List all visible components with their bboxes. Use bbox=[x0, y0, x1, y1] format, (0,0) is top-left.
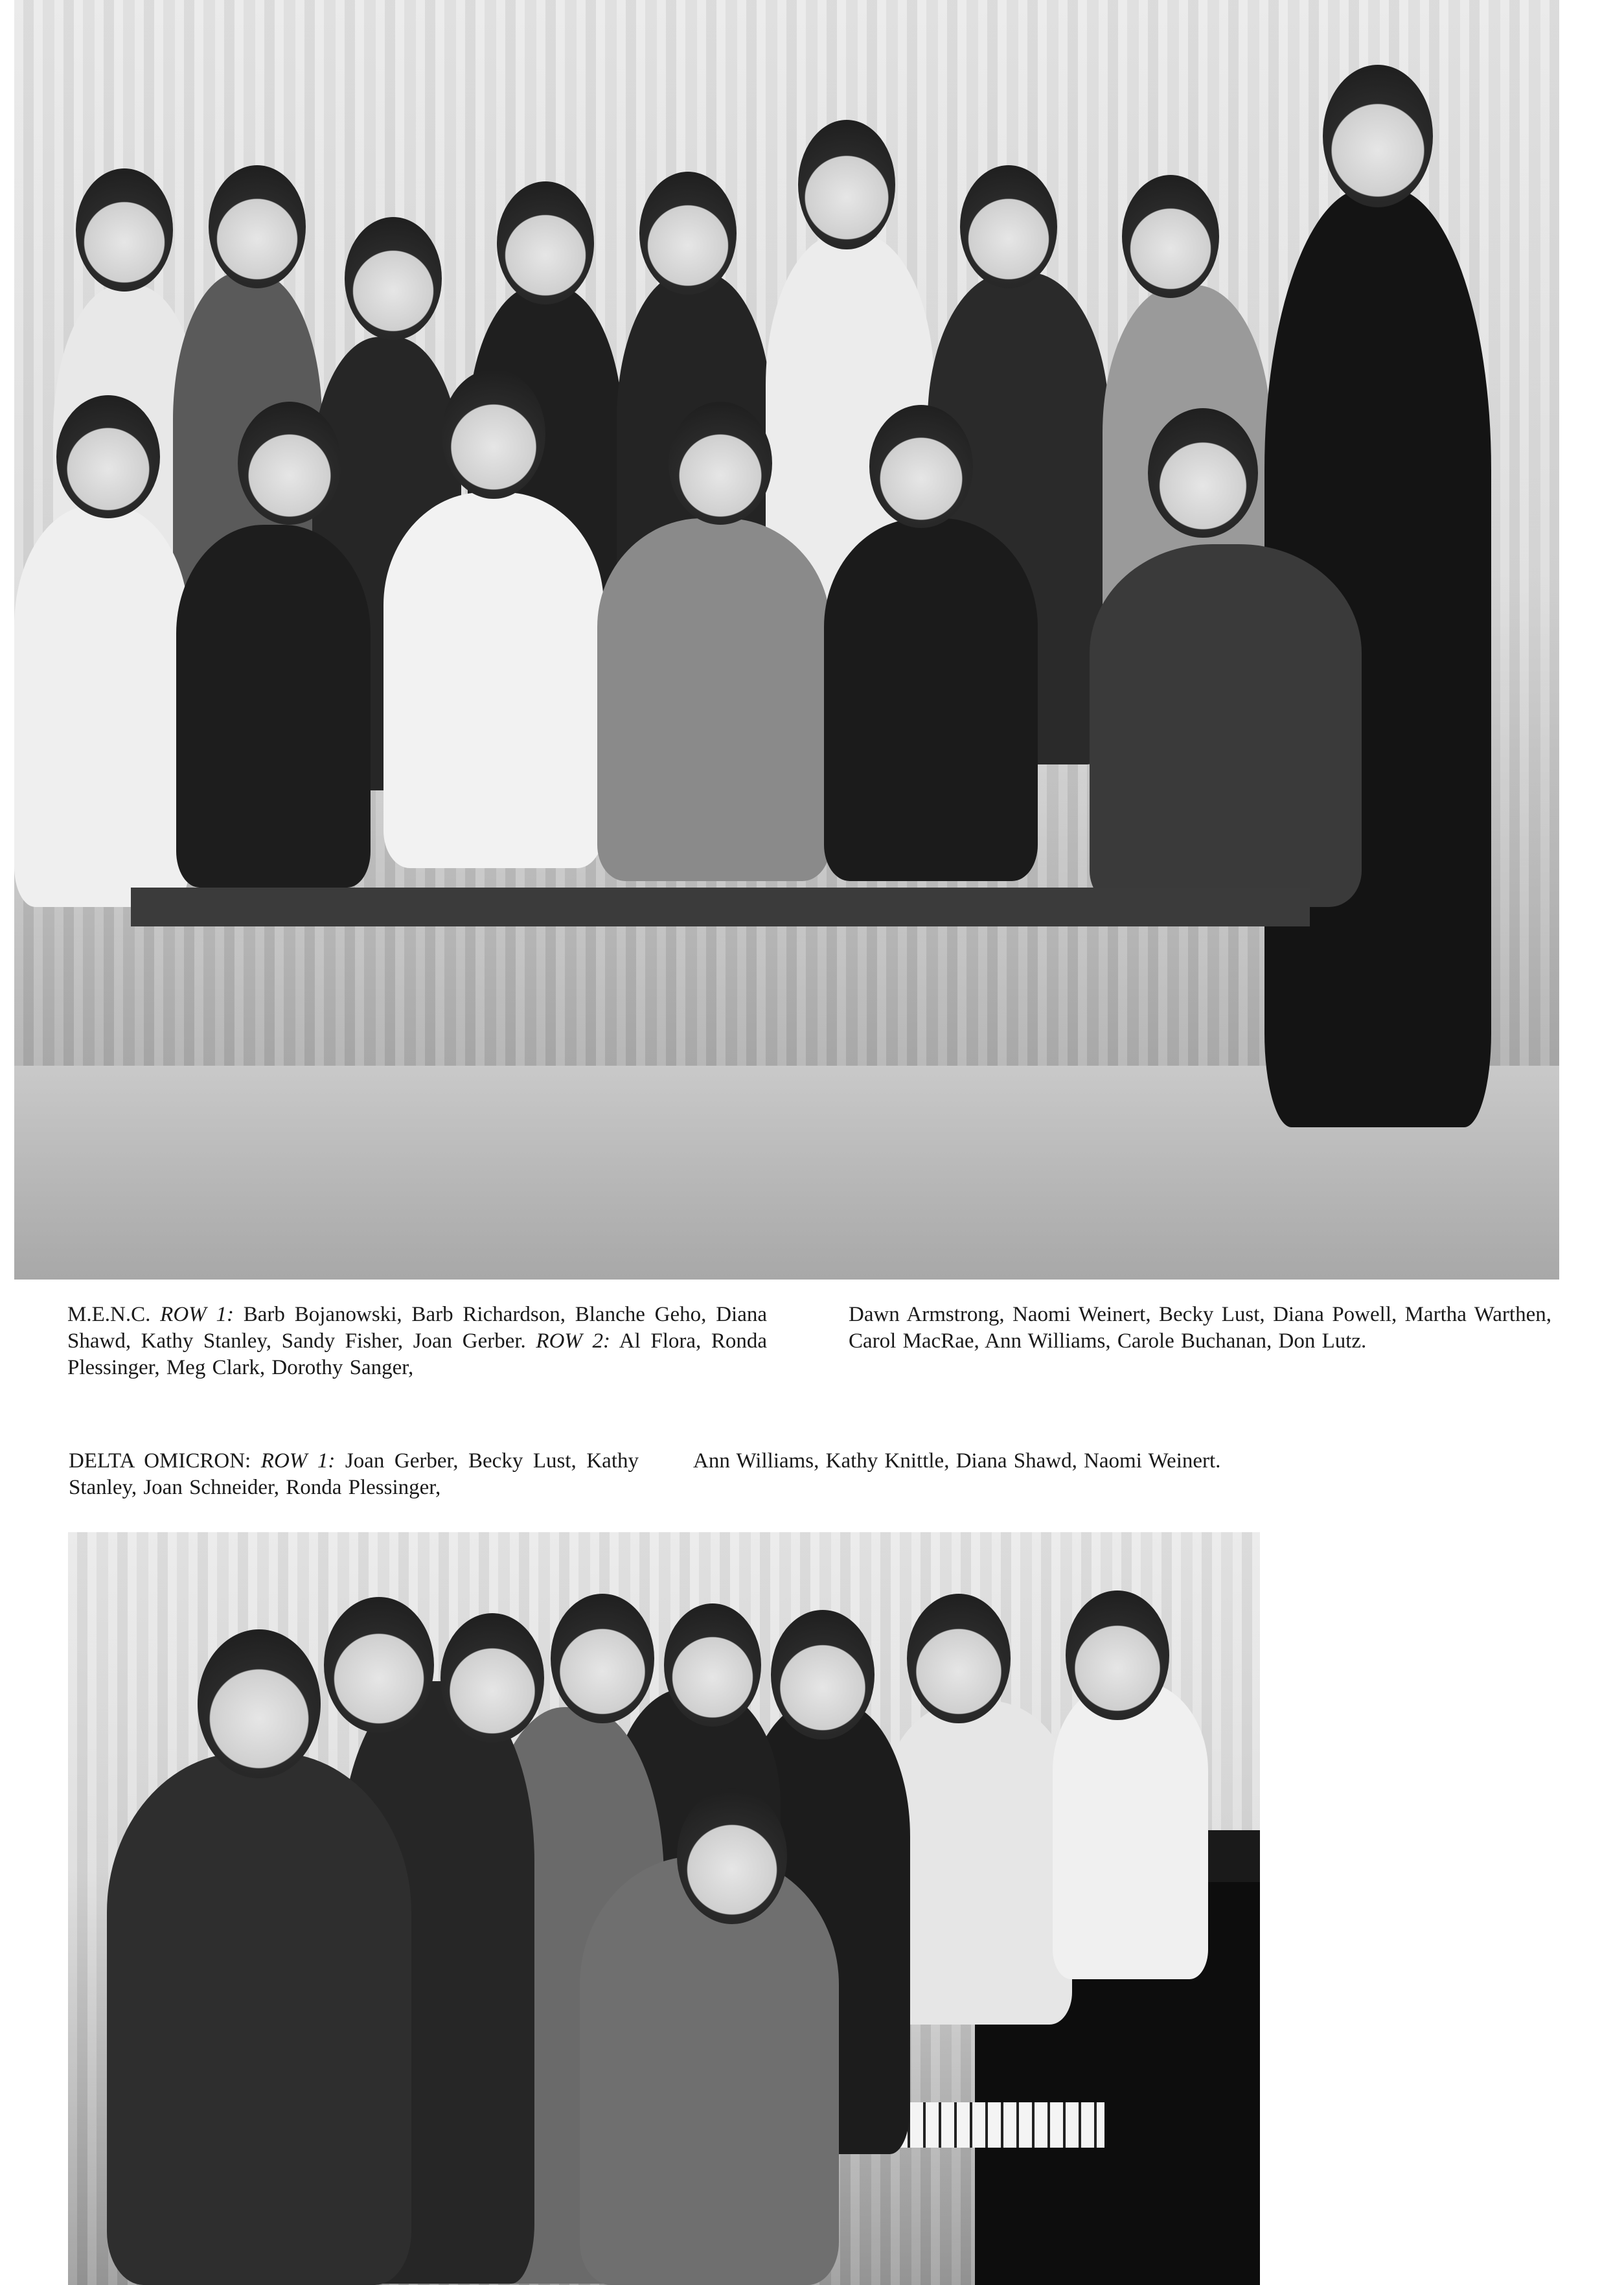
menc-group-photo bbox=[14, 0, 1559, 1280]
delta-caption-left bbox=[69, 1448, 639, 1501]
menc-row2-names-part2: Dawn Armstrong, Naomi Weinert, Becky Lust, Diana Powell, Martha Warthen, Carol MacRae, Ann Williams, Carole Buchanan, Don Lutz. bbox=[849, 1303, 1551, 1353]
delta-row1-names-part2: Ann Williams, Kathy Knittle, Diana Shawd, Naomi Weinert. bbox=[693, 1449, 1221, 1473]
menc-row2-label: ROW 2: bbox=[536, 1329, 610, 1353]
menc-caption-right bbox=[849, 1302, 1551, 1355]
delta-omicron-group-photo bbox=[68, 1532, 1260, 2285]
delta-caption-right bbox=[693, 1448, 1257, 1475]
menc-row2-names-part1: Al Flora, Ronda Plessinger, Meg Clark, Dorothy Sanger, bbox=[67, 1329, 767, 1379]
delta-row1-names-part1: Joan Gerber, Becky Lust, Kathy Stanley, Joan Schneider, Ronda Plessinger, bbox=[69, 1449, 639, 1499]
delta-org-name: DELTA OMICRON: bbox=[69, 1449, 251, 1473]
menc-row1-names: Barb Bojanowski, Barb Richardson, Blanche Geho, Diana Shawd, Kathy Stanley, Sandy Fisher, Joan Gerber. bbox=[67, 1303, 768, 1353]
delta-row1-label: ROW 1: bbox=[260, 1449, 336, 1473]
menc-caption-left bbox=[67, 1302, 767, 1381]
menc-row1-label: ROW 1: bbox=[160, 1303, 234, 1326]
menc-org-name: M.E.N.C. bbox=[67, 1303, 151, 1326]
